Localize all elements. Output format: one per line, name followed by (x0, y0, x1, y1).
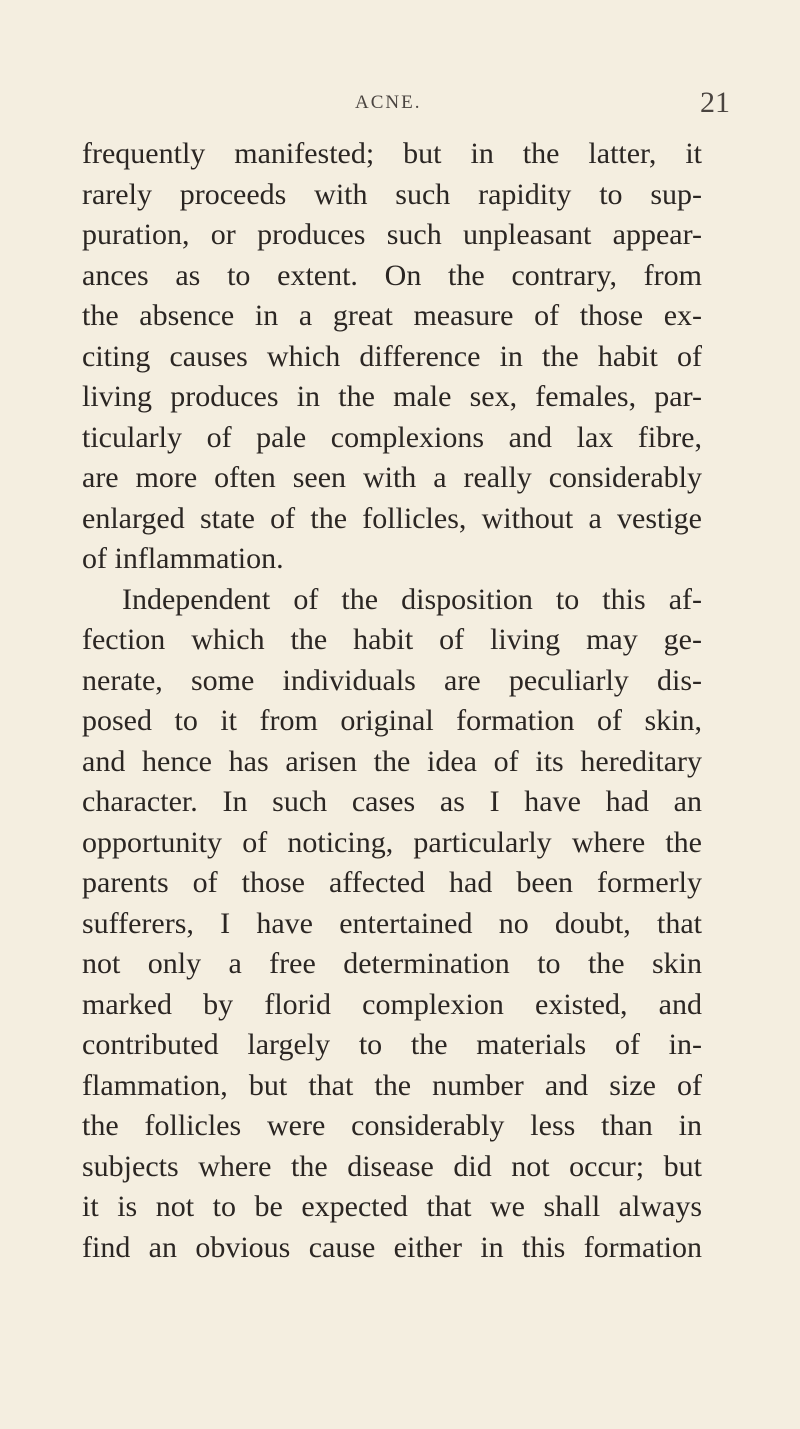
text-line: fection which the habit of living may ge- (82, 623, 702, 656)
text-line: the absence in a great measure of those ex- (82, 299, 702, 332)
text-line: Independent of the disposition to this af- (122, 582, 702, 616)
text-line: living produces in the male sex, females, par- (82, 380, 702, 413)
text-line: subjects where the disease did not occur; but (82, 1149, 702, 1183)
text-line: posed to it from original formation of skin, (82, 704, 702, 737)
body-text (82, 134, 702, 1268)
page-number: 21 (700, 86, 730, 119)
text-line: citing causes which difference in the habit of (82, 339, 702, 373)
text-line: it is not to be expected that we shall always (82, 1190, 702, 1223)
text-line: sufferers, I have entertained no doubt, that (82, 906, 702, 940)
text-line: parents of those affected had been formerly (82, 866, 702, 899)
text-line: ances as to extent. On the contrary, from (82, 258, 702, 292)
text-line: opportunity of noticing, particularly where the (82, 825, 702, 859)
running-head: ACNE. (355, 92, 422, 113)
text-line: not only a free determination to the skin (82, 947, 702, 980)
text-line: rarely proceeds with such rapidity to sup- (82, 177, 702, 211)
text-line: of inflammation. (82, 542, 284, 575)
text-line: flammation, but that the number and size of (82, 1068, 702, 1102)
page-header (0, 86, 800, 126)
text-line: and hence has arisen the idea of its hereditary (82, 744, 702, 778)
text-line: frequently manifested; but in the latter, it (82, 137, 702, 170)
text-line: nerate, some individuals are peculiarly dis- (82, 663, 702, 697)
text-line: are more often seen with a really considerably (82, 461, 702, 494)
text-line: contributed largely to the materials of in- (82, 1028, 702, 1061)
text-line: find an obvious cause either in this formation (82, 1230, 702, 1264)
text-line: puration, or produces such unpleasant appear- (82, 218, 702, 251)
text-line: character. In such cases as I have had an (82, 785, 702, 818)
text-line: enlarged state of the follicles, without a vestige (82, 501, 702, 535)
text-line: marked by florid complexion existed, and (82, 987, 702, 1021)
text-line: the follicles were considerably less than in (82, 1109, 702, 1142)
text-line: ticularly of pale complexions and lax fibre, (82, 420, 702, 454)
